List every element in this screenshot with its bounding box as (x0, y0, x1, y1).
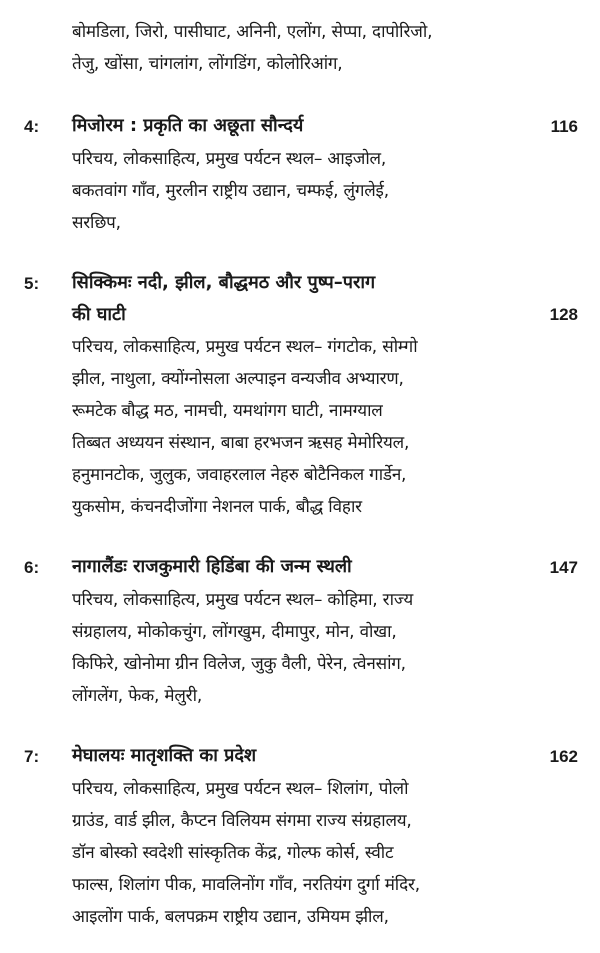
entry-body-line: बकतवांग गाँव, मुरलीन राष्ट्रीय उद्यान, चम्फई, लुंगलेई, (72, 181, 389, 201)
entry-title-continuation: की घाटी (72, 304, 126, 325)
entry-body-line: हनुमानटोक, जुलुक, जवाहरलाल नेहरु बोटैनिकल गार्डेन, (72, 465, 407, 485)
entry-body-line: संग्रहालय, मोकोकचुंग, लोंगखुम, दीमापुर, मोन, वोखा, (72, 622, 397, 642)
entry-number: 7: (24, 747, 40, 766)
entry-body-line: युकसोम, कंचनदीजोंगा नेशनल पार्क, बौद्ध विहार (72, 497, 362, 517)
entry-body-line: किफिरे, खोनोमा ग्रीन विलेज, जुकु वैली, पेरेन, त्वेनसांग, (72, 654, 406, 674)
entry-body-line: लोंगलेंग, फेक, मेलुरी, (72, 686, 203, 706)
entry-number: 4: (24, 117, 40, 136)
entry-title: मिजोरम : प्रकृति का अछूता सौन्दर्य (72, 115, 304, 136)
entry-body-line: ग्राउंड, वार्ड झील, कैप्टन विलियम संगमा राज्य संग्रहालय, (72, 811, 412, 831)
intro-line: तेजु, खोंसा, चांगलांग, लोंगडिंग, कोलोरिआंग, (72, 54, 343, 74)
entry-body-line: फाल्स, शिलांग पीक, मावलिनोंग गाँव, नरतियंग दुर्गा मंदिर, (72, 875, 420, 895)
entry-title: नागालैंडः राजकुमारी हिडिंबा की जन्म स्थली (72, 556, 352, 577)
entry-number: 6: (24, 558, 40, 577)
entry-number: 5: (24, 274, 40, 293)
entry-body-line: झील, नाथुला, क्योंग्नोसला अल्पाइन वन्यजीव अभ्यारण, (72, 369, 404, 389)
entry-body-line: परिचय, लोकसाहित्य, प्रमुख पर्यटन स्थल– कोहिमा, राज्य (72, 590, 414, 610)
entry-page-number: 116 (550, 117, 578, 136)
entry-page-number: 128 (549, 305, 578, 324)
entry-body-line: परिचय, लोकसाहित्य, प्रमुख पर्यटन स्थल– शिलांग, पोलो (72, 779, 409, 799)
entry-title: सिक्किमः नदी, झील, बौद्धमठ और पुष्प–पराग (72, 272, 376, 293)
entry-page-number: 162 (549, 747, 578, 766)
entry-title: मेघालयः मातृशक्ति का प्रदेश (72, 745, 257, 766)
entry-body-line: डॉन बोस्को स्वदेशी सांस्कृतिक केंद्र, गोल्फ कोर्स, स्वीट (72, 843, 394, 863)
entry-page-number: 147 (549, 558, 578, 577)
entry-body-line: तिब्बत अध्ययन संस्थान, बाबा हरभजन ऋसह मेमोरियल, (72, 433, 410, 453)
entry-body-line: रूमटेक बौद्ध मठ, नामची, यमथांगग घाटी, नामग्याल (72, 401, 383, 421)
entry-body-line: आइलोंग पार्क, बलपक्रम राष्ट्रीय उद्यान, उमियम झील, (72, 907, 389, 927)
entry-body-line: परिचय, लोकसाहित्य, प्रमुख पर्यटन स्थल– गंगटोक, सोम्गो (72, 337, 418, 357)
intro-line: बोमडिला, जिरो, पासीघाट, अनिनी, एलोंग, सेप्पा, दापोरिजो, (72, 22, 433, 42)
entry-body-line: सरछिप, (72, 213, 121, 233)
entry-body-line: परिचय, लोकसाहित्य, प्रमुख पर्यटन स्थल– आइजोल, (72, 149, 387, 169)
